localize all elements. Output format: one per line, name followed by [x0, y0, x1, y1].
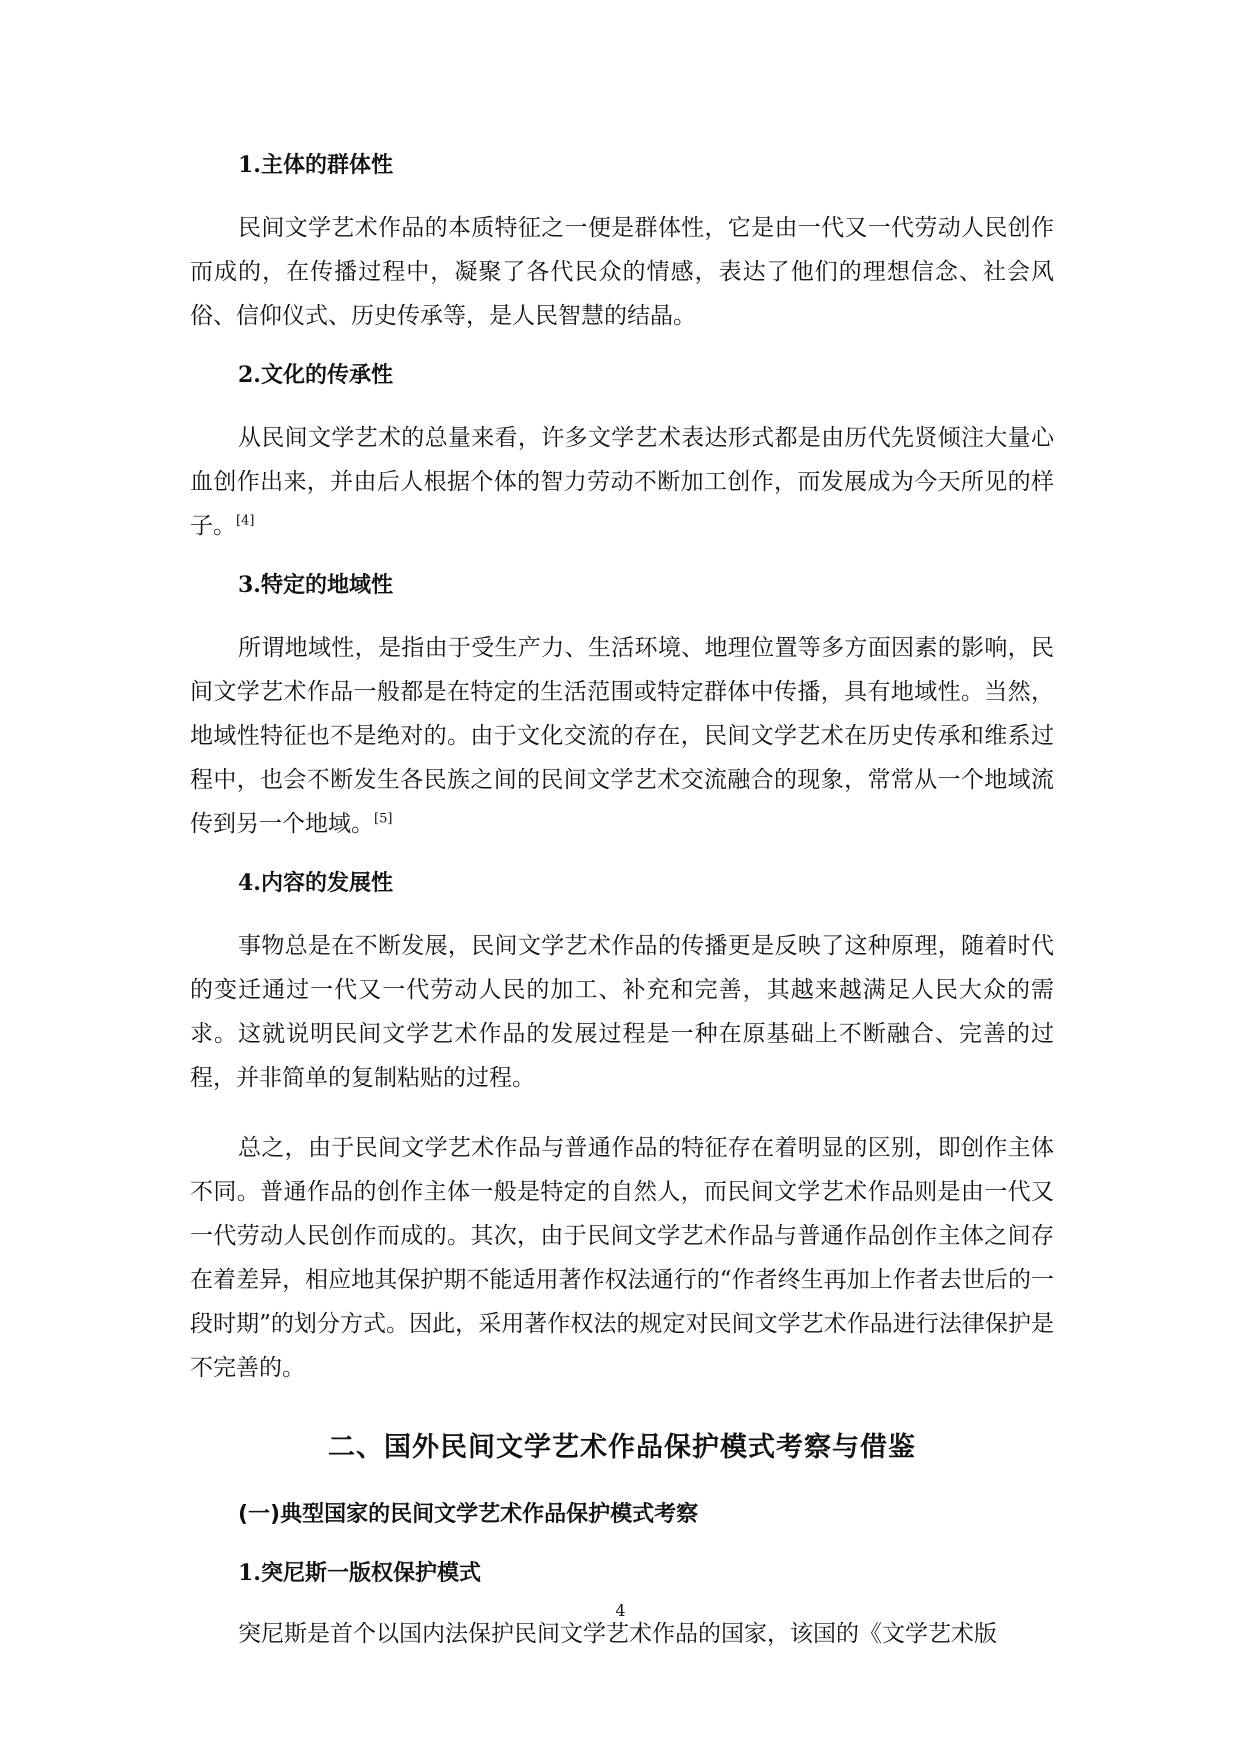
heading-regionality: 3.特定的地域性 — [238, 572, 393, 598]
heading-tunisia-model: 1.突尼斯一版权保护模式 — [238, 1560, 481, 1586]
paragraph-tunisia-model: 突尼斯是首个以国内法保护民间文学艺术作品的国家，该国的《文学艺术版 — [238, 1621, 997, 1647]
paragraph-conclusion: 总之，由于民间文学艺术作品与普通作品的特征存在着明显的区别，即创作主体不同。普通作品的创作主体一般是特定的自然人，而民间文学艺术作品则是由一代又一代劳动人民创作而成的。其次，由于民间文学艺术作品与普通作品创作主体之间存在着差异，相应地其保护期不能适用著作权法通行的“作者终生再加上作者去世后的一段时期”的划分方式。因此，采用著作权法的规定对民间文学艺术作品进行法律保护是不完善的。 — [190, 1135, 1054, 1381]
page-body — [190, 150, 1054, 1656]
paragraph-regionality — [190, 626, 1054, 846]
paragraph-text: 所谓地域性，是指由于受生产力、生活环境、地理位置等多方面因素的影响，民间文学艺术作品一般都是在特定的生活范围或特定群体中传播，具有地域性。当然，地域性特征也不是绝对的。由于文化交流的存在，民间文学艺术在历史传承和维系过程中，也会不断发生各民族之间的民间文学艺术交流融合的现象，常常从一个地域流传到另一个地域。 — [190, 635, 1054, 837]
citation-ref-5: [5] — [374, 811, 393, 827]
paragraph-cultural-inheritance — [190, 416, 1054, 548]
subsection-title: (一)典型国家的民间文学艺术作品保护模式考察 — [238, 1502, 699, 1527]
citation-ref-4: [4] — [236, 513, 255, 529]
heading-cultural-inheritance: 2.文化的传承性 — [238, 362, 393, 388]
heading-content-development: 4.内容的发展性 — [238, 870, 393, 896]
page-number: 4 — [615, 1601, 626, 1620]
section-title: 二、国外民间文学艺术作品保护模式考察与借鉴 — [328, 1432, 916, 1463]
paragraph-collective-subject: 民间文学艺术作品的本质特征之一便是群体性，它是由一代又一代劳动人民创作而成的，在传播过程中，凝聚了各代民众的情感，表达了他们的理想信念、社会风俗、信仰仪式、历史传承等，是人民智慧的结晶。 — [190, 215, 1054, 329]
paragraph-text: 从民间文学艺术的总量来看，许多文学艺术表达形式都是由历代先贤倾注大量心血创作出来，并由后人根据个体的智力劳动不断加工创作，而发展成为今天所见的样子。 — [190, 425, 1054, 539]
paragraph-content-development: 事物总是在不断发展，民间文学艺术作品的传播更是反映了这种原理，随着时代的变迁通过一代又一代劳动人民的加工、补充和完善，其越来越满足人民大众的需求。这就说明民间文学艺术作品的发展过程是一种在原基础上不断融合、完善的过程，并非简单的复制粘贴的过程。 — [190, 933, 1054, 1091]
heading-collective-subject: 1.主体的群体性 — [238, 152, 393, 178]
